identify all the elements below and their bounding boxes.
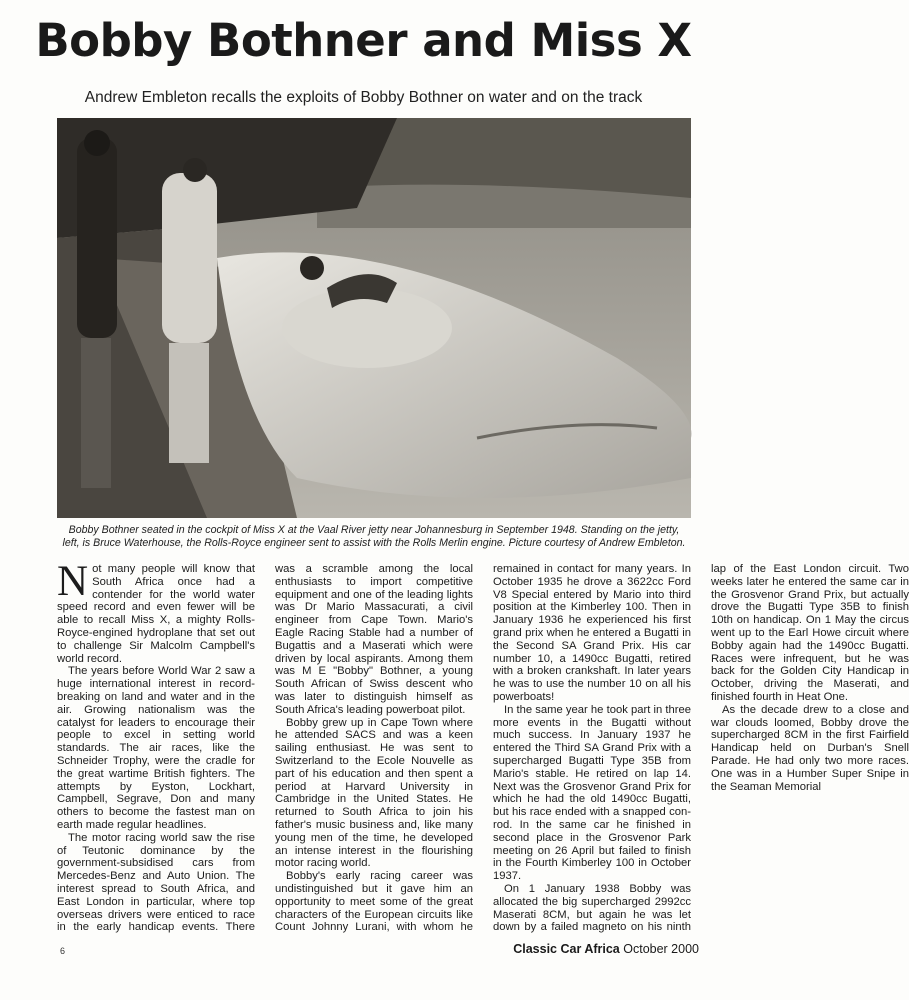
article-subtitle: Andrew Embleton recalls the exploits of Bobby Bothner on water and on the track (84, 89, 643, 106)
magazine-footer (513, 942, 699, 956)
page-number: 6 (60, 946, 66, 956)
body-paragraph: The motor racing world saw the rise of Teutonic dominance by the government-subsidised cars from Mercedes-Benz and Auto Union. The interest spread to South Africa, and East London in particular, where top overseas drivers were enticed to race in the early handicap events. There was a scramble among the local enthusiasts to import competitive equipment and one of the leading lights was Dr Mario Massacurati, a civil engineer from Cape Town. Mario's Eagle Racing Stable had a number of Bugattis and a Maserati which were driven by local aspirants. Among them was M E "Bobby" Bothner, a young South African of Swiss descent who was later to distinguish himself as South Africa's leading powerboat pilot. (57, 563, 473, 934)
body-paragraph: Not many people will know that South Africa once had a contender for the world water speed record and even fewer will be able to recall Miss X, a mighty Rolls-Royce-engined hydroplane that set out to challenge Sir Malcolm Campbell's world record. (57, 558, 255, 665)
magazine-name: Classic Car Africa (513, 942, 620, 956)
body-paragraph: In the same year he took part in three more events in the Bugatti without much success. In January 1937 he entered the Third SA Grand Prix with a supercharged Bugatti Type 35B from Mario's stable. He retired on lap 14. Next was the Grosvenor Grand Prix for which he had the old 1490cc Bugatti, but his race ended with a snapped con-rod. In the same car he finished in second place in the Grosvenor Park meeting on 26 April but failed to finish in the Fourth Kimberley 100 in October 1937. (493, 703, 691, 883)
issue-date: October 2000 (623, 942, 699, 956)
body-paragraph: Bobby grew up in Cape Town where he attended SACS and was a keen sailing enthusiast. He was sent to Switzerland to the Ecole Nouvelle as part of his education and then spent a period at Harvard University in Cambridge in the United States. He returned to South Africa to join his father's music business and, like many young men of the time, he developed an intense interest in the flourishing motor racing world. (275, 716, 473, 870)
article-body (57, 558, 909, 938)
body-paragraph: On 1 January 1938 Bobby was allocated the big supercharged 2992cc Maserati 8CM, but again he was let down by a failed magneto on his ninth lap of the East London circuit. Two weeks later he entered the same car in the Grosvenor Grand Prix, but actually drove the Bugatti Type 35B to finish 10th on handicap. On 1 May the circus went up to the Earl Howe circuit where Bobby again had the 1490cc Bugatti. Races were infrequent, but he was back for the Golden City Handicap in October, driving the Maserati, and finished fourth in Heat One. (493, 563, 909, 934)
body-paragraph: Bobby's early racing career was undistinguished but it gave him an opportunity to meet some of the great characters of the European circuits like Count Johnny Lurani, with whom he remained in contact for many years. In October 1935 he drove a 3622cc Ford V8 Special entered by Mario into third position at the Kimberley 100. Then in January 1936 he experienced his first grand prix when he entered a Bugatti in the Second SA Grand Prix. His car number 10, a 1490cc Bugatti, retired with a broken crankshaft. In later years he was to use the number 10 on all his powerboats! (275, 563, 691, 934)
photo-caption: Bobby Bothner seated in the cockpit of Miss X at the Vaal River jetty near Johannesburg in September 1948. Standing on the jetty, left, is Bruce Waterhouse, the Rolls-Royce engineer sent to assist with the Rolls Merlin engine. Picture courtesy of Andrew Embleton. (62, 524, 686, 549)
body-paragraph: As the decade drew to a close and war clouds loomed, Bobby drove the supercharged 8CM in the first Fairfield Handicap held on Durban's Snell Parade. He had only two more races. One was in a Humber Super Snipe in the Seaman Memorial (711, 703, 909, 793)
body-paragraph: The years before World War 2 saw a huge international interest in record-breaking on land and water and in the air. Growing nationalism was the catalyst for leaders to encourage their people to excel in setting world standards. The air races, like the Schneider Trophy, were the cradle for the great wartime British fighters. The attempts by Eyston, Lockhart, Campbell, Segrave, Don and many others to become the fastest man on earth made regular headlines. (57, 665, 255, 831)
article-title: Bobby Bothner and Miss X (35, 14, 692, 67)
drop-cap: N (57, 558, 89, 605)
article-photo (57, 118, 691, 518)
